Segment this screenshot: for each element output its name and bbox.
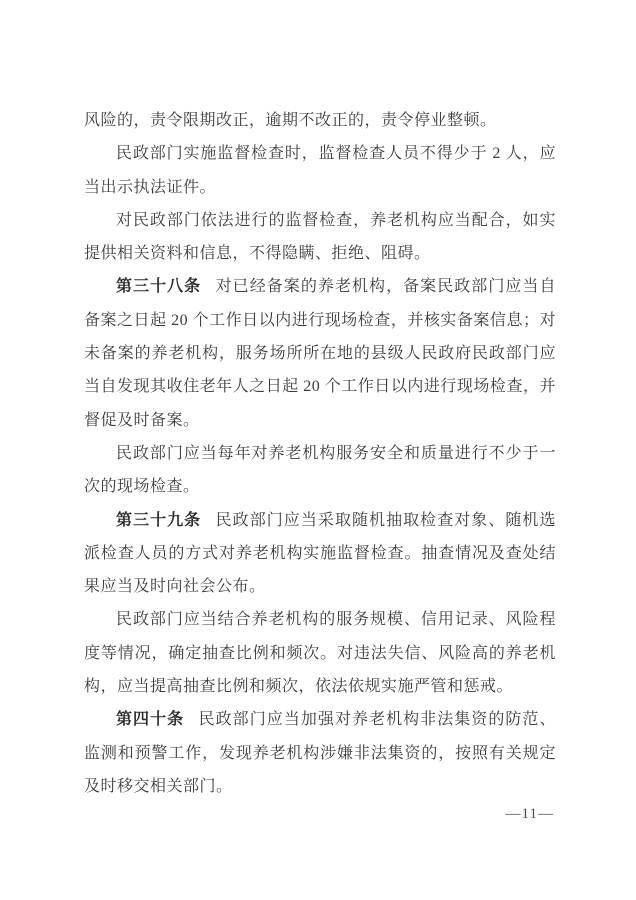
article-paragraph [84,504,556,604]
paragraph [84,137,556,204]
document-body [84,104,556,803]
paragraph [84,104,556,137]
paragraph-text: 民政部门应当采取随机抽取检查对象、随机选派检查人员的方式对养老机构实施监督检查。抽查情况及查处结果应当及时向社会公布。 [84,511,556,596]
paragraph-text: 民政部门应当结合养老机构的服务规模、信用记录、风险程度等情况，确定抽查比例和频次。对违法失信、风险高的养老机构，应当提高抽查比例和频次，依法依规实施严管和惩戒。 [84,611,556,696]
paragraph [84,603,556,703]
article-number: 第三十八条 [116,278,202,296]
paragraph-text: 民政部门应当加强对养老机构非法集资的防范、监测和预警工作，发现养老机构涉嫌非法集资的，按照有关规定及时移交相关部门。 [84,711,556,795]
page-number: —11— [505,806,554,822]
paragraph-text: 风险的，责令限期改正，逾期不改正的，责令停业整顿。 [84,112,497,129]
paragraph-text: 对已经备案的养老机构，备案民政部门应当自备案之日起 20 个工作日以内进行现场检查，并核实备案信息；对未备案的养老机构，服务场所所在地的县级人民政府民政部门应当自发现其收住老年人之日起 20 个工作日以内进行现场检查，并督促及时备案。 [84,278,556,429]
article-paragraph [84,703,556,803]
paragraph [84,204,556,271]
paragraph-text: 民政部门实施监督检查时，监督检查人员不得少于 2 人，应当出示执法证件。 [84,145,556,196]
article-number: 第四十条 [116,711,185,729]
paragraph-text: 民政部门应当每年对养老机构服务安全和质量进行不少于一次的现场检查。 [84,444,556,496]
article-number: 第三十九条 [116,511,202,529]
article-paragraph [84,270,556,436]
paragraph-text: 对民政部门依法进行的监督检查，养老机构应当配合，如实提供相关资料和信息，不得隐瞒、拒绝、阻碍。 [84,211,556,263]
paragraph [84,437,556,504]
